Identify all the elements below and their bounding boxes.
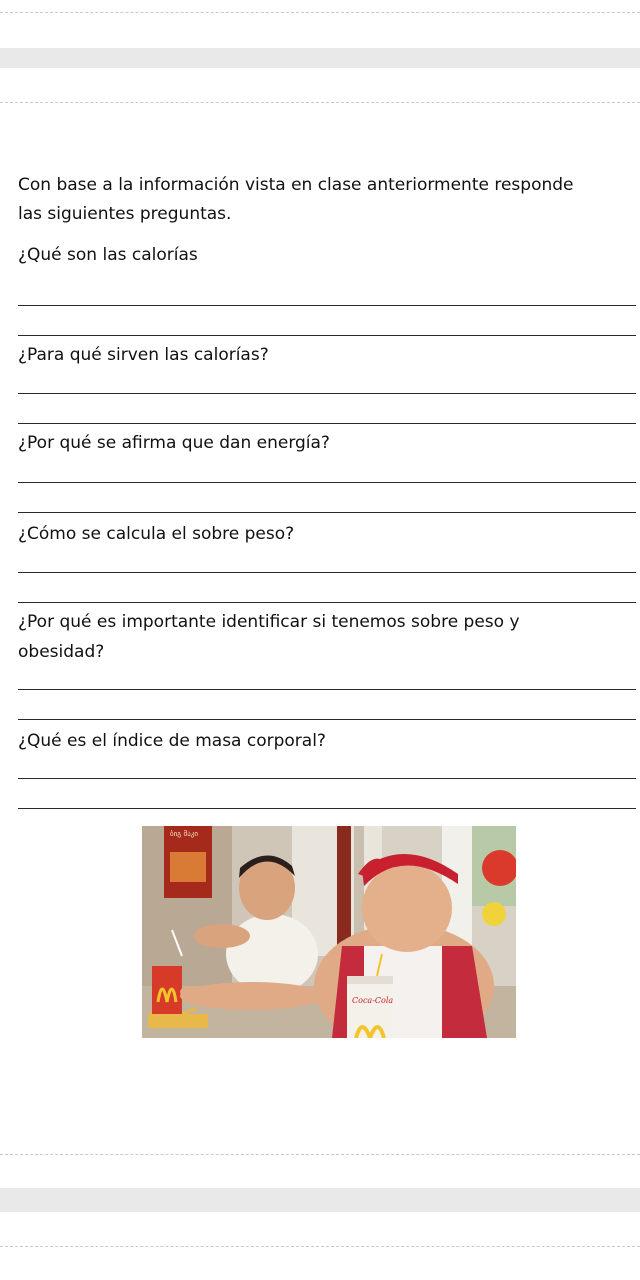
answer-line: [18, 305, 636, 306]
answer-line: [18, 423, 636, 424]
page-gap-bottom: [0, 1188, 640, 1212]
answer-line: [18, 512, 636, 513]
poster-text: ბიგ მაკი: [170, 830, 198, 838]
page-edge-line: [0, 1154, 640, 1155]
question-1: ¿Qué son las calorías: [18, 245, 198, 265]
answer-line: [18, 335, 636, 336]
menu-poster: [164, 826, 212, 898]
children-fast-food-photo: [142, 826, 516, 1038]
intro-text-line2: las siguientes preguntas.: [18, 204, 232, 224]
answer-line: [18, 482, 636, 483]
cup-brand-text: Coca-Cola: [352, 996, 394, 1005]
answer-line: [18, 689, 636, 690]
answer-line: [18, 572, 636, 573]
answer-line: [18, 602, 636, 603]
page-edge-line: [0, 1246, 640, 1247]
question-3: ¿Por qué se afirma que dan energía?: [18, 433, 330, 453]
answer-line: [18, 808, 636, 809]
question-6: ¿Qué es el índice de masa corporal?: [18, 731, 326, 751]
answer-line: [18, 719, 636, 720]
page-gap-top: [0, 48, 640, 68]
question-5-line1: ¿Por qué es importante identificar si tenemos sobre peso y: [18, 612, 520, 632]
page-edge-line: [0, 12, 640, 13]
question-4: ¿Cómo se calcula el sobre peso?: [18, 524, 295, 544]
question-2: ¿Para qué sirven las calorías?: [18, 345, 269, 365]
answer-line: [18, 393, 636, 394]
intro-text-line1: Con base a la información vista en clase anteriormente responde: [18, 175, 574, 195]
question-5-line2: obesidad?: [18, 642, 105, 662]
answer-line: [18, 778, 636, 779]
cup-left: [152, 966, 182, 1014]
